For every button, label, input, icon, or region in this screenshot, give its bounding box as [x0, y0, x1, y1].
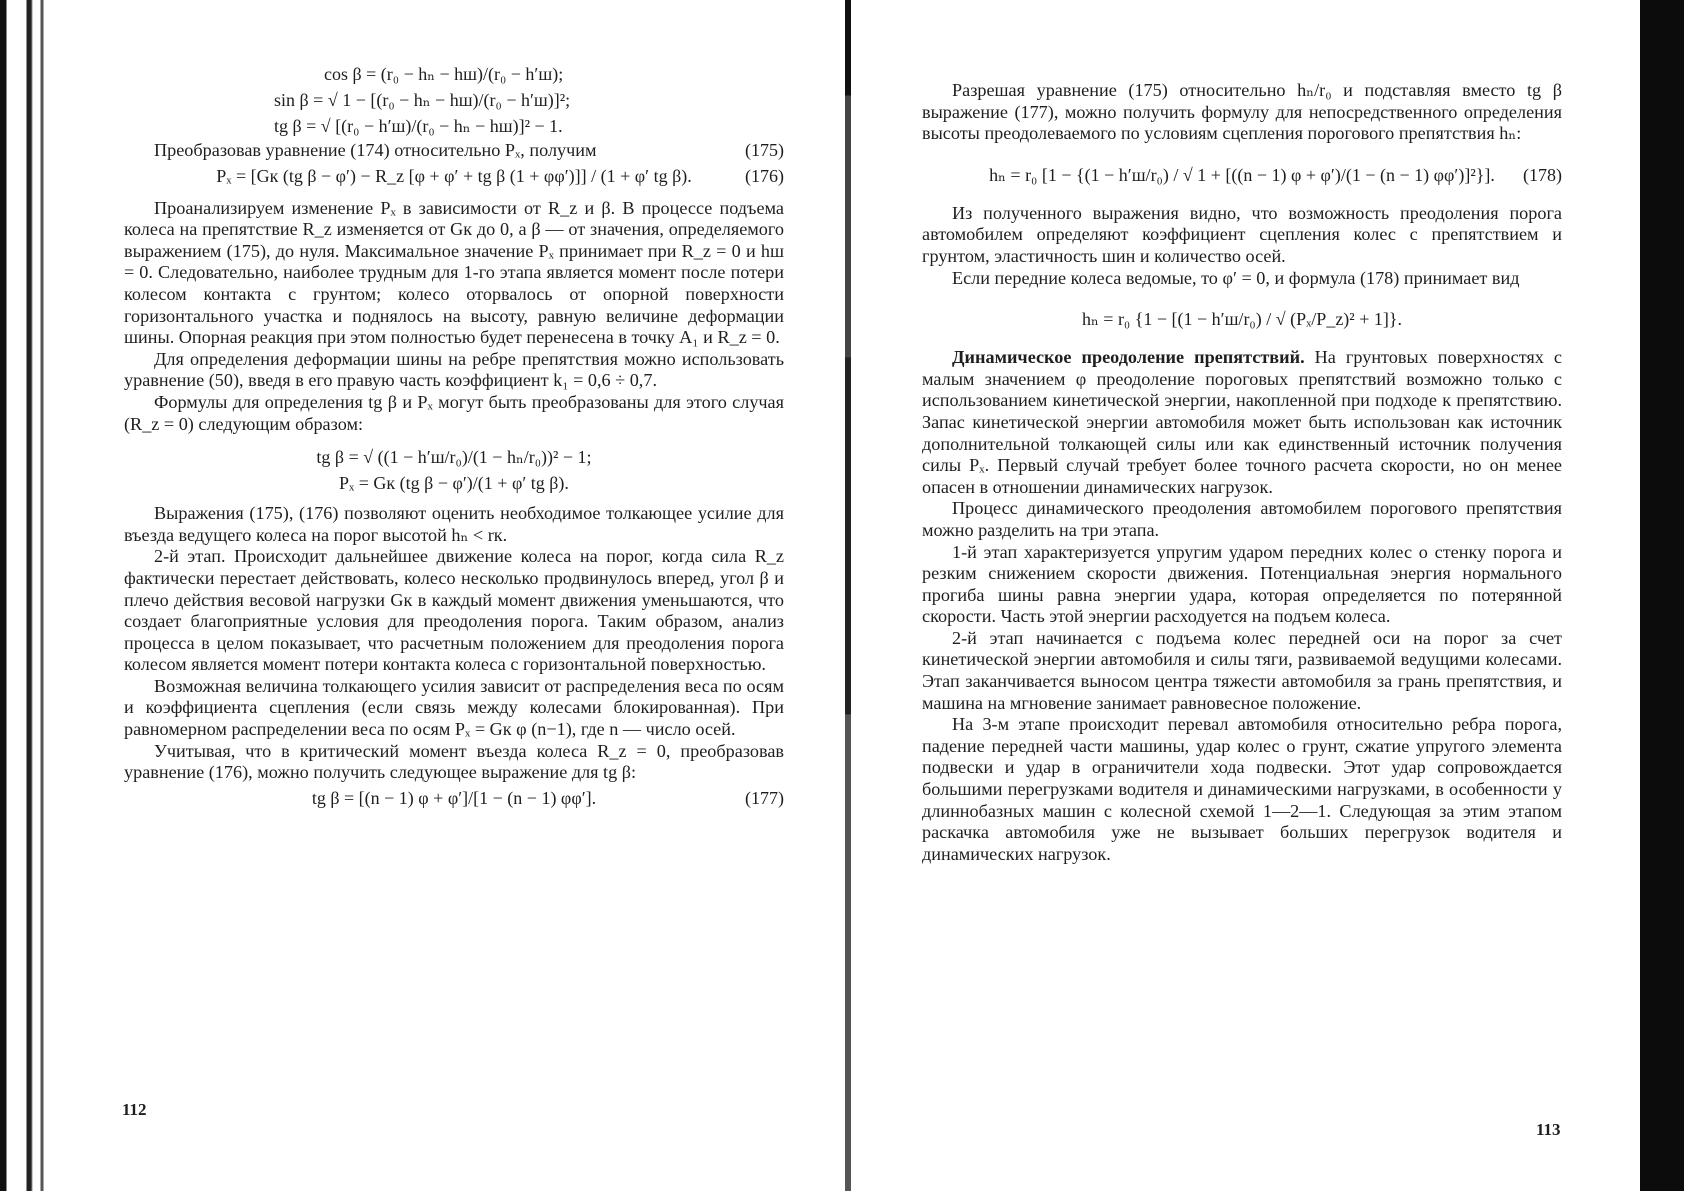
- paragraph: Возможная величина толкающего усилия зависит от распределения веса по осям и коэффициента сцепления (если связь между колесами блокированная). При равномерном распределении веса по осям Pₓ = Gк φ (n−1), где n — число осей.: [124, 675, 784, 740]
- page-left: [124, 60, 784, 812]
- book-gutter: [845, 0, 851, 1191]
- paragraph: Для определения деформации шины на ребре препятствия можно использовать уравнение (50), введя в его правую часть коэффициент k₁ = 0,6 ÷ 0,7.: [124, 348, 784, 391]
- formula-px: Pₓ = [Gк (tg β − φ′) − R_z [φ + φ′ + tg β (1 + φφ′)]] / (1 + φ′ tg β). (176): [216, 165, 784, 186]
- formula-177: tg β = [(n − 1) φ + φ′]/[1 − (n − 1) φφ′]. (177): [311, 787, 784, 808]
- paragraph: 2-й этап начинается с подъема колес передней оси на порог за счет кинетической энергии автомобиля и силы тяги, развиваемой ведущими колесами. Этап заканчивается выносом центра тяжести автомобиля за грань препятствия, и машина на мгновение занимает равновесное положение.: [922, 627, 1562, 713]
- equation-number: (178): [1523, 164, 1562, 185]
- equation-number: (177): [745, 787, 784, 808]
- paragraph: 2-й этап. Происходит дальнейшее движение колеса на порог, когда сила R_z фактически перестает действовать, колесо несколько продвинулось вперед, угол β и плечо действия весовой нагрузки Gк в каждый момент движения уменьшаются, что создает благоприятные условия для преодоления порога. Таким образом, анализ процесса в целом показывает, что расчетным положением для преодоления порога колесом является момент потери контакта колеса с горизонтальной поверхностью.: [124, 546, 784, 675]
- scan-edge-right: [1640, 0, 1684, 1191]
- equation-number: (175): [745, 140, 784, 160]
- scan-edge-left: [0, 0, 56, 1191]
- paragraph: Динамическое преодоление препятствий. На грунтовых поверхностях с малым значением φ преодоление пороговых препятствий возможно только с использованием кинетической энергии, накопленной при подходе к препятствию. Запас кинетической энергии автомобиля может быть использован как источник дополнительной толкающей силы или как единственный источник получения силы Pₓ. Первый случай требует более точного расчета скорости, но он менее опасен в отношении динамических нагрузок.: [922, 347, 1562, 497]
- paragraph: Если передние колеса ведомые, то φ′ = 0, и формула (178) принимает вид: [952, 267, 1520, 288]
- formula-tg: tg β = √ [(r₀ − h′ш)/(r₀ − hₙ − hш)]² − 1. (175): [274, 116, 784, 160]
- section-heading: Динамическое преодоление препятствий.: [952, 347, 1305, 368]
- paragraph: Из полученного выражения видно, что возможность преодоления порога автомобилем определяют коэффициент сцепления колес с препятствием и грунтом, эластичность шин и количество осей.: [922, 202, 1562, 266]
- formula-178-special: hₙ = r₀ {1 − [(1 − h′ш/r₀) / √ (Pₓ/P_z)² + 1]}.: [1082, 309, 1402, 330]
- equation-number: (176): [745, 165, 784, 186]
- page-number-right: 113: [1536, 1120, 1561, 1139]
- formula-tg-simplified: tg β = √ ((1 − h′ш/r₀)/(1 − hₙ/r₀))² − 1;: [316, 447, 592, 468]
- paragraph: Учитывая, что в критический момент въезда колеса R_z = 0, преобразовав уравнение (176), можно получить следующее выражение для tg β:: [124, 740, 784, 783]
- paragraph: Преобразовав уравнение (174) относительно Pₓ, получим: [154, 140, 597, 160]
- paragraph: Разрешая уравнение (175) относительно hₙ/r₀ и подставляя вместо tg β выражение (177), можно получить формулу для непосредственного определения высоты преодолеваемого по условиям сцепления порогового препятствия hₙ:: [922, 80, 1562, 144]
- paragraph: 1-й этап характеризуется упругим ударом передних колес о стенку порога и резким снижением скорости движения. Потенциальная энергия нормального прогиба шины равна энергии удара, которая определяется по потерянной скорости. Часть этой энергии расходуется на подъем колеса.: [922, 541, 1562, 627]
- page-number-left: 112: [122, 1100, 147, 1119]
- formula-px-simplified: Pₓ = Gк (tg β − φ′)/(1 + φ′ tg β).: [339, 473, 569, 494]
- paragraph: На 3-м этапе происходит перевал автомобиля относительно ребра порога, падение передней части машины, удар колес о грунт, сжатие упругого элемента подвески и удар в ограничители хода подвески. Этот удар сопровождается большими перегрузками водителя и динамическими нагрузками, в особенности у длиннобазных машин с колесной схемой 1—2—1. Следующая за этим этапом раскачка автомобиля уже не вызывает больших перегрузок водителя и динамических нагрузок.: [922, 714, 1562, 864]
- paragraph: Процесс динамического преодоления автомобилем порогового препятствия можно разделить на три этапа.: [922, 498, 1562, 540]
- formula-sin: sin β = √ 1 − [(r₀ − hₙ − hш)/(r₀ − h′ш)]²;: [274, 90, 571, 110]
- formula-178: hₙ = r₀ [1 − {(1 − h′ш/r₀) / √ 1 + [((n − 1) φ + φ′)/(1 − (n − 1) φφ′)]²}]. (178): [989, 164, 1562, 185]
- paragraph: Формулы для определения tg β и Pₓ могут быть преобразованы для этого случая (R_z = 0) следующим образом:: [124, 391, 784, 434]
- formula-cos: cos β = (r₀ − hₙ − hш)/(r₀ − h′ш);: [324, 64, 564, 84]
- paragraph: Проанализируем изменение Pₓ в зависимости от R_z и β. В процессе подъема колеса на препятствие R_z изменяется от Gк до 0, а β — от значения, определяемого выражением (175), до нуля. Максимальное значение Pₓ принимает при R_z = 0 и hш = 0. Следовательно, наиболее трудным для 1-го этапа является момент после потери колесом контакта с грунтом; колесо оторвалось от опорной поверхности горизонтального участка и поднялось на высоту, равную величине деформации шины. Опорная реакция при этом полностью будет перенесена в точку A₁ и R_z = 0.: [124, 197, 784, 348]
- page-right: [922, 60, 1562, 865]
- paragraph: Выражения (175), (176) позволяют оценить необходимое толкающее усилие для въезда ведущего колеса на порог высотой hₙ < rк.: [124, 503, 784, 545]
